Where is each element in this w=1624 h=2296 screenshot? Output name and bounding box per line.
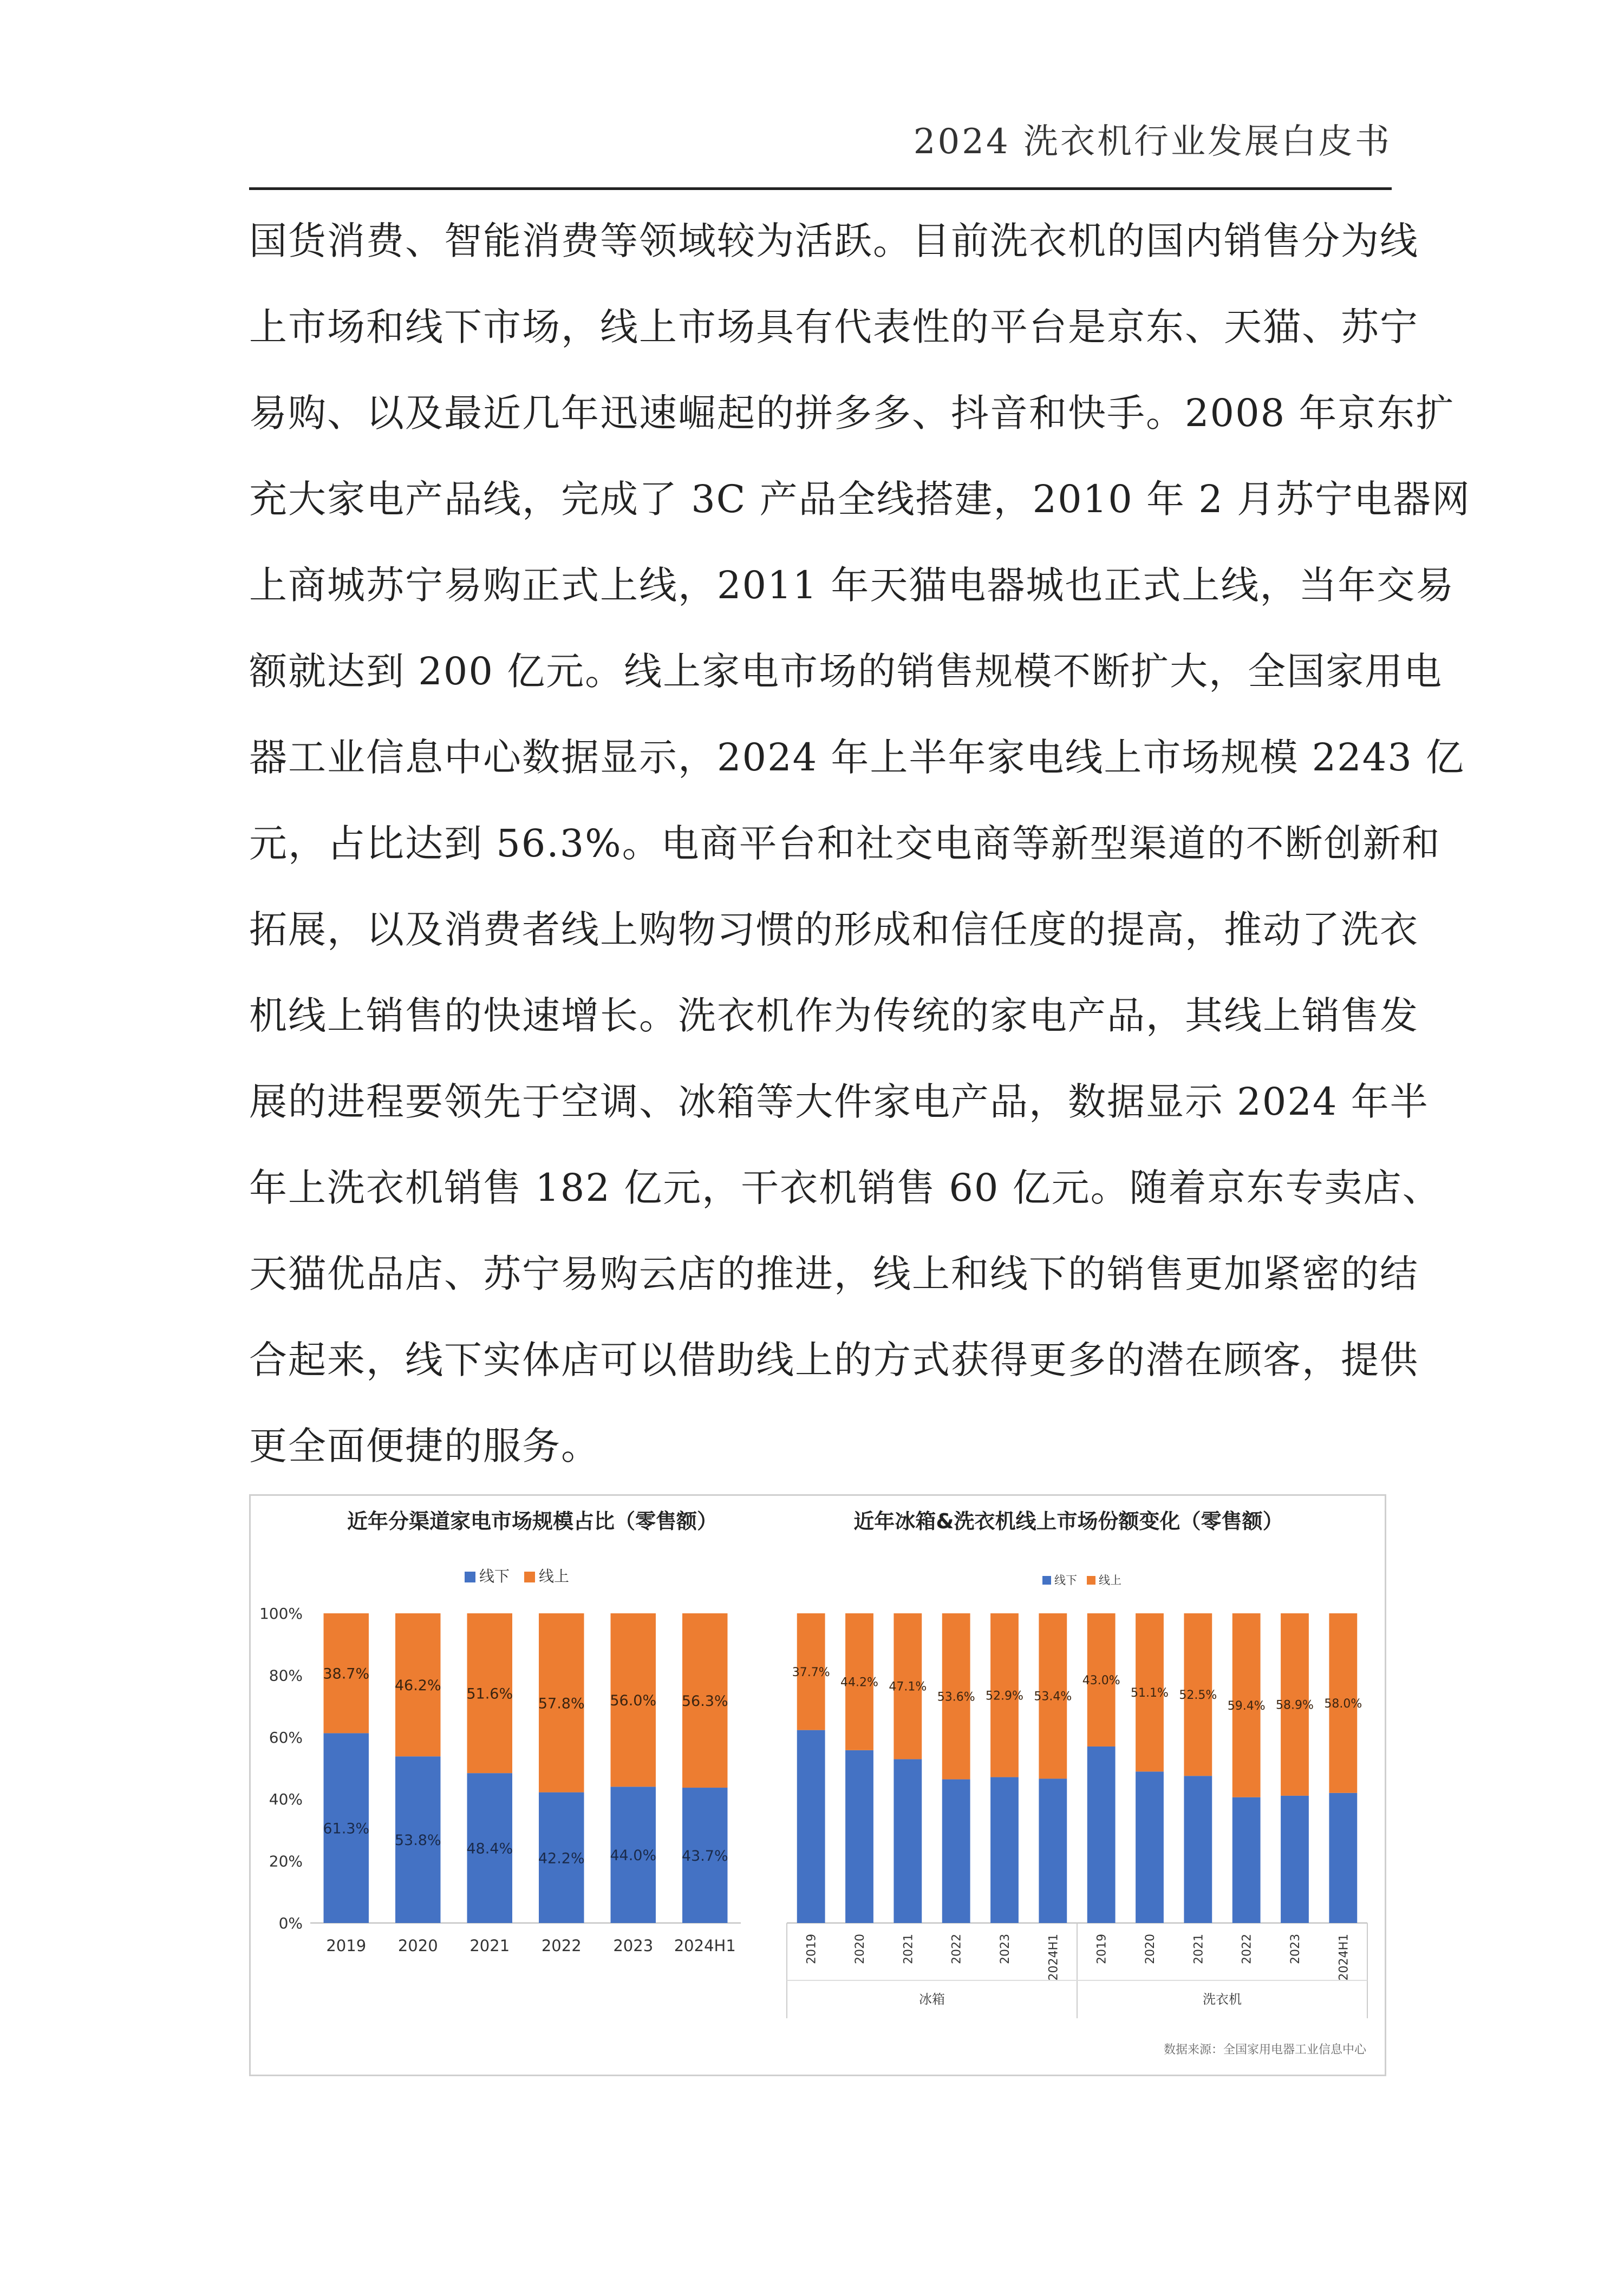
chart2-legend-swatch-online: [1087, 1576, 1095, 1585]
chart2-group-label: 冰箱: [919, 1992, 945, 2007]
chart1-data-label-online: 56.3%: [681, 1693, 728, 1710]
chart1-legend-swatch-online: [524, 1572, 535, 1582]
chart2-data-label-online: 51.1%: [1131, 1686, 1169, 1700]
chart1-data-label-offline: 53.8%: [394, 1832, 441, 1849]
chart2-bar-offline: [797, 1730, 825, 1923]
chart2-data-label-online: 58.0%: [1324, 1697, 1362, 1711]
chart1-legend-swatch-offline: [465, 1572, 475, 1582]
chart2-category-label: 2021: [1192, 1934, 1206, 1964]
chart2-data-label-online: 47.1%: [889, 1680, 927, 1694]
chart2-data-label-online: 53.4%: [1034, 1690, 1072, 1704]
chart1-data-label-offline: 44.0%: [610, 1847, 657, 1865]
chart2-category-label: 2022: [950, 1934, 964, 1964]
chart1-category-label: 2024H1: [674, 1937, 736, 1955]
body-line: 器工业信息中心数据显示，2024 年上半年家电线上市场规模 2243 亿: [249, 735, 1465, 780]
chart-source-note: 数据来源：全国家用电器工业信息中心: [1163, 2043, 1366, 2057]
body-line: 合起来，线下实体店可以借助线上的方式获得更多的潜在顾客，提供: [249, 1338, 1419, 1382]
body-line: 机线上销售的快速增长。洗衣机作为传统的家电产品，其线上销售发: [249, 993, 1419, 1038]
chart2-bar-offline: [1329, 1793, 1357, 1923]
chart2-bar-offline: [893, 1759, 922, 1923]
chart2-category-label: 2023: [999, 1934, 1012, 1964]
chart1-ytick-label: 0%: [278, 1914, 303, 1932]
chart1-ytick-label: 80%: [269, 1666, 303, 1685]
chart2-category-label: 2021: [902, 1934, 916, 1964]
body-line: 拓展，以及消费者线上购物习惯的形成和信任度的提高，推动了洗衣: [249, 907, 1419, 952]
chart1-category-label: 2023: [613, 1937, 654, 1955]
chart2-bar-offline: [1039, 1778, 1067, 1923]
body-line: 更全面便捷的服务。: [249, 1424, 600, 1468]
chart1-data-label-online: 56.0%: [610, 1692, 657, 1710]
chart2-data-label-online: 52.5%: [1179, 1689, 1217, 1703]
body-line: 国货消费、智能消费等领域较为活跃。目前洗衣机的国内销售分为线: [249, 219, 1419, 263]
chart2-bar-offline: [1087, 1746, 1116, 1923]
chart2-category-label: 2019: [805, 1934, 819, 1964]
body-line: 易购、以及最近几年迅速崛起的拼多多、抖音和快手。2008 年京东扩: [249, 391, 1455, 435]
chart2-category-label: 2022: [1240, 1934, 1254, 1964]
chart1-category-label: 2020: [397, 1937, 438, 1955]
header-title: 2024 洗衣机行业发展白皮书: [913, 122, 1392, 162]
chart1-data-label-online: 46.2%: [394, 1677, 441, 1695]
body-line: 充大家电产品线，完成了 3C 产品全线搭建，2010 年 2 月苏宁电器网: [249, 477, 1471, 521]
chart2-bar-offline: [990, 1777, 1019, 1923]
body-line: 展的进程要领先于空调、冰箱等大件家电产品，数据显示 2024 年半: [249, 1080, 1429, 1124]
chart2-bar-offline: [845, 1750, 873, 1923]
chart1-category-label: 2021: [469, 1937, 510, 1955]
chart1-ytick-label: 20%: [269, 1852, 303, 1870]
chart1-data-label-online: 57.8%: [538, 1695, 585, 1712]
chart1-ytick-label: 60%: [269, 1728, 303, 1746]
chart2-legend-label-online: 线上: [1099, 1574, 1121, 1587]
chart2-data-label-online: 43.0%: [1082, 1673, 1120, 1687]
chart1-category-label: 2022: [541, 1937, 582, 1955]
chart2-group-label: 洗衣机: [1203, 1992, 1242, 2007]
chart2-category-label: 2024H1: [1047, 1934, 1061, 1981]
chart2-title: 近年冰箱&洗衣机线上市场份额变化（零售额）: [853, 1509, 1283, 1533]
chart2-bar-offline: [1136, 1771, 1164, 1923]
chart2-data-label-online: 59.4%: [1227, 1699, 1266, 1713]
chart1-data-label-offline: 43.7%: [681, 1848, 728, 1865]
page-header: [249, 114, 1392, 189]
chart1-ytick-label: 40%: [269, 1790, 303, 1809]
chart2-data-label-online: 58.9%: [1276, 1698, 1314, 1712]
chart2-data-label-online: 44.2%: [840, 1676, 878, 1690]
body-line: 天猫优品店、苏宁易购云店的推进，线上和线下的销售更加紧密的结: [249, 1252, 1419, 1296]
chart1-title: 近年分渠道家电市场规模占比（零售额）: [347, 1509, 718, 1533]
body-line: 上市场和线下市场，线上市场具有代表性的平台是京东、天猫、苏宁: [249, 305, 1419, 349]
chart2-bar-offline: [1232, 1797, 1261, 1923]
chart1-ytick-label: 100%: [259, 1605, 303, 1623]
body-line: 上商城苏宁易购正式上线，2011 年天猫电器城也正式上线，当年交易: [249, 563, 1455, 607]
chart1-data-label-online: 38.7%: [323, 1665, 370, 1683]
chart2-bar-offline: [942, 1780, 970, 1923]
chart1-data-label-offline: 48.4%: [466, 1840, 513, 1857]
body-line: 元，占比达到 56.3%。电商平台和社交电商等新型渠道的不断创新和: [249, 821, 1441, 866]
body-text: [249, 208, 1471, 1500]
chart2-category-label: 2020: [853, 1934, 867, 1964]
chart2-bar-offline: [1281, 1796, 1309, 1923]
header-rule: [249, 187, 1392, 190]
chart1-category-label: 2019: [326, 1937, 367, 1955]
chart2-legend-swatch-offline: [1042, 1576, 1051, 1585]
chart2-category-label: 2024H1: [1337, 1934, 1351, 1981]
chart1-data-label-offline: 42.2%: [538, 1850, 585, 1867]
chart1-data-label-online: 51.6%: [466, 1685, 513, 1703]
chart2-category-label: 2023: [1289, 1934, 1302, 1964]
chart2-category-label: 2019: [1095, 1934, 1109, 1964]
chart-canvas: [251, 1496, 1385, 2075]
chart2-data-label-online: 37.7%: [792, 1665, 830, 1679]
chart2-bar-offline: [1184, 1776, 1212, 1923]
chart2-category-label: 2020: [1144, 1934, 1157, 1964]
body-line: 额就达到 200 亿元。线上家电市场的销售规模不断扩大，全国家用电: [249, 649, 1443, 694]
chart-figure: [249, 1494, 1386, 2076]
chart1-data-label-offline: 61.3%: [323, 1820, 370, 1837]
chart1-legend-label-online: 线上: [539, 1567, 570, 1585]
body-line: 年上洗衣机销售 182 亿元，干衣机销售 60 亿元。随着京东专卖店、: [249, 1166, 1442, 1210]
chart2-legend-label-offline: 线下: [1054, 1574, 1077, 1587]
chart1-legend-label-offline: 线下: [479, 1567, 510, 1585]
chart2-data-label-online: 52.9%: [986, 1689, 1023, 1703]
chart2-data-label-online: 53.6%: [937, 1690, 975, 1704]
